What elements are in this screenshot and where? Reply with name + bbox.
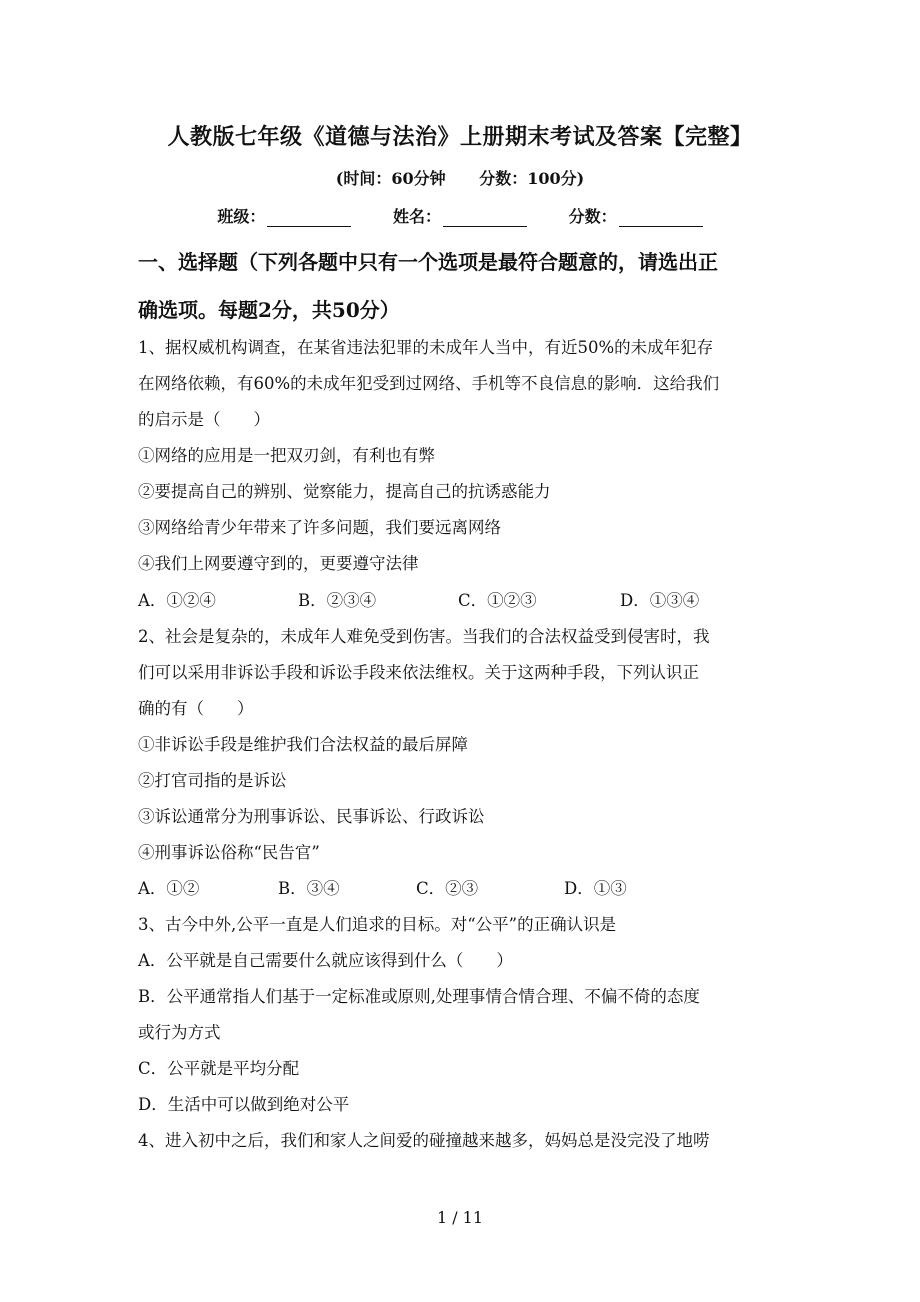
q1-line: ④我们上网要遵守到的，更要遵守法律	[138, 554, 419, 573]
q2-option-a: A．①②	[138, 879, 200, 898]
q1-line: 的启示是（ ）	[138, 410, 270, 429]
q1-option-a: A．①②④	[138, 591, 216, 610]
page-number: 1 / 11	[436, 1208, 484, 1227]
name-field	[393, 204, 527, 227]
q1-line: 1、据权威机构调查，在某省违法犯罪的未成年人当中，有近50%的未成年犯存	[138, 338, 714, 357]
q3-option-a: A．公平就是自己需要什么就应该得到什么（ ）	[138, 951, 513, 970]
score-field	[569, 204, 703, 227]
q2-option-c: C．②③	[416, 879, 479, 898]
q1-option-c: C．①②③	[458, 591, 537, 610]
q1-line: ③网络给青少年带来了许多问题，我们要远离网络	[138, 518, 501, 537]
score-info: 分数：100分)	[479, 169, 585, 188]
q3-option-d: D．生活中可以做到绝对公平	[138, 1095, 350, 1114]
time-info: (时间：60分钟	[335, 169, 446, 188]
exam-info	[0, 166, 920, 189]
q2-line: ③诉讼通常分为刑事诉讼、民事诉讼、行政诉讼	[138, 807, 485, 826]
score-label: 分数：	[568, 207, 617, 226]
q2-line: ①非诉讼手段是维护我们合法权益的最后屏障	[138, 735, 468, 754]
q3-option-b: B．公平通常指人们基于一定标准或原则,处理事情合情合理、不偏不倚的态度	[138, 987, 700, 1006]
name-label: 姓名：	[392, 207, 441, 226]
q1-option-d: D．①③④	[620, 591, 700, 610]
q2-option-d: D．①③	[564, 879, 627, 898]
q1-line: 在网络依赖，有60%的未成年犯受到过网络、手机等不良信息的影响．这给我们	[138, 374, 720, 393]
q2-line: ④刑事诉讼俗称“民告官”	[138, 843, 320, 862]
section-heading-line-1: 一、选择题（下列各题中只有一个选项是最符合题意的，请选出正	[138, 250, 718, 274]
q3-option-c: C．公平就是平均分配	[138, 1059, 300, 1078]
q2-line: ②打官司指的是诉讼	[138, 771, 287, 790]
q1-line: ②要提高自己的辨别、觉察能力，提高自己的抗诱惑能力	[138, 482, 551, 501]
score-blank	[619, 210, 703, 227]
class-label: 班级：	[217, 207, 266, 226]
q1-option-b: B．②③④	[298, 591, 377, 610]
q2-line: 2、社会是复杂的，未成年人难免受到伤害。当我们的合法权益受到侵害时，我	[138, 627, 710, 646]
page-title: 人教版七年级《道德与法治》上册期末考试及答案【完整】	[167, 124, 753, 150]
q2-line: 们可以采用非诉讼手段和诉讼手段来依法维权。关于这两种手段，下列认识正	[138, 663, 699, 682]
student-fields	[0, 204, 920, 227]
q3-option-b-cont: 或行为方式	[138, 1023, 221, 1042]
q2-option-b: B．③④	[278, 879, 340, 898]
q4-line: 4、进入初中之后，我们和家人之间爱的碰撞越来越多，妈妈总是没完没了地唠	[138, 1131, 710, 1150]
q1-line: ①网络的应用是一把双刃剑，有利也有弊	[138, 446, 435, 465]
q3-line: 3、古今中外,公平一直是人们追求的目标。对“公平”的正确认识是	[138, 915, 617, 934]
section-heading-line-2: 确选项。每题2分，共50分）	[138, 298, 400, 322]
class-blank	[267, 210, 351, 227]
class-field	[217, 204, 351, 227]
q2-line: 确的有（ ）	[138, 699, 254, 718]
name-blank	[443, 210, 527, 227]
